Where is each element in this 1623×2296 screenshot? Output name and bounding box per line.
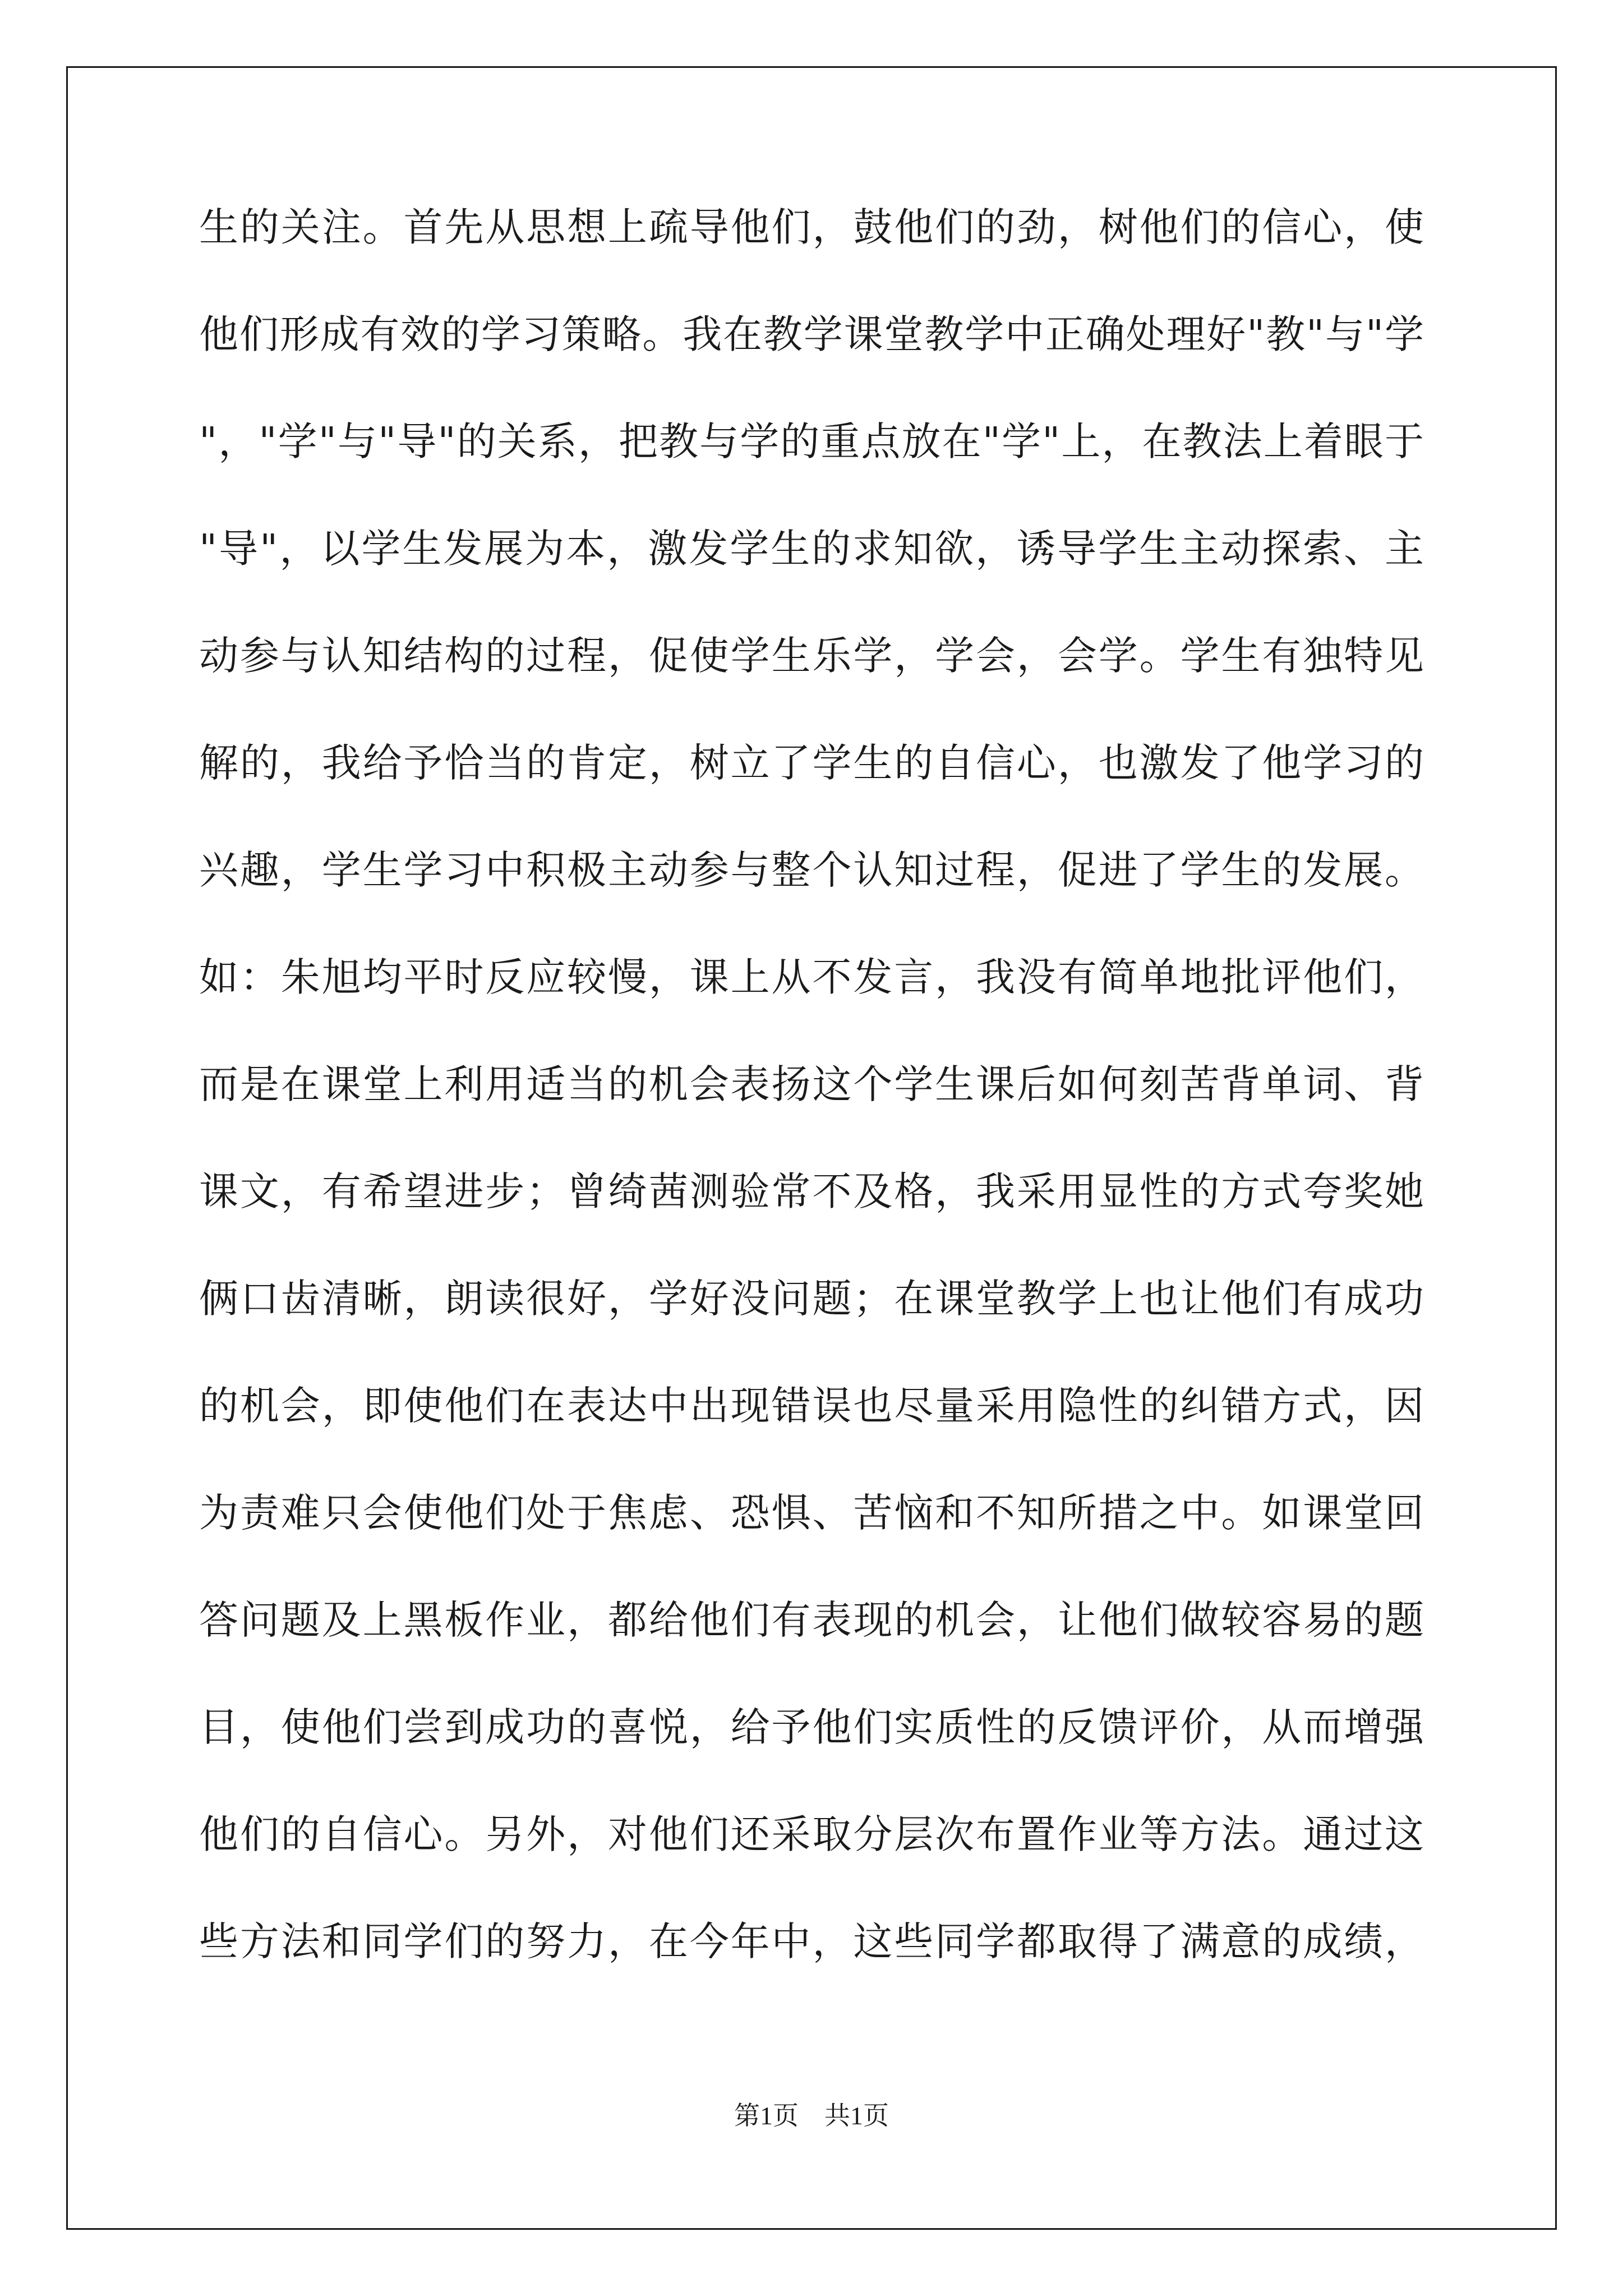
text-line: "导"，以学生发展为本，激发学生的求知欲，诱导学生主动探索、主 [199,526,1424,572]
page-number: 第1页 共1页 [734,2101,889,2130]
text-line: 为责难只会使他们处于焦虑、恐惧、苦恼和不知所措之中。如课堂回 [199,1490,1424,1536]
text-line: 他们形成有效的学习策略。我在教学课堂教学中正确处理好"教"与"学 [199,311,1424,357]
text-line: 俩口齿清晰，朗读很好，学好没问题；在课堂教学上也让他们有成功 [199,1276,1424,1322]
text-line: 生的关注。首先从思想上疏导他们，鼓他们的劲，树他们的信心，使 [199,204,1424,250]
text-line: 课文，有希望进步；曾绮茜测验常不及格，我采用显性的方式夸奖她 [199,1168,1424,1214]
text-line: 兴趣，学生学习中积极主动参与整个认知过程，促进了学生的发展。 [199,847,1424,893]
page-footer [0,2095,1623,2132]
text-line: 解的，我给予恰当的肯定，树立了学生的自信心，也激发了他学习的 [199,740,1424,786]
text-line: 动参与认知结构的过程，促使学生乐学，学会，会学。学生有独特见 [199,633,1424,679]
text-line: 答问题及上黑板作业，都给他们有表现的机会，让他们做较容易的题 [199,1597,1424,1643]
text-line: "，"学"与"导"的关系，把教与学的重点放在"学"上，在教法上着眼于 [199,418,1424,464]
text-line: 他们的自信心。另外，对他们还采取分层次布置作业等方法。通过这 [199,1811,1424,1857]
text-line: 目，使他们尝到成功的喜悦，给予他们实质性的反馈评价，从而增强 [199,1704,1424,1750]
document-body [199,204,1424,2029]
text-line: 的机会，即使他们在表达中出现错误也尽量采用隐性的纠错方式，因 [199,1383,1424,1429]
text-line: 而是在课堂上利用适当的机会表扬这个学生课后如何刻苦背单词、背 [199,1061,1424,1107]
text-line: 如：朱旭均平时反应较慢，课上从不发言，我没有简单地批评他们， [199,954,1424,1000]
text-line: 些方法和同学们的努力，在今年中，这些同学都取得了满意的成绩， [199,1918,1424,1964]
